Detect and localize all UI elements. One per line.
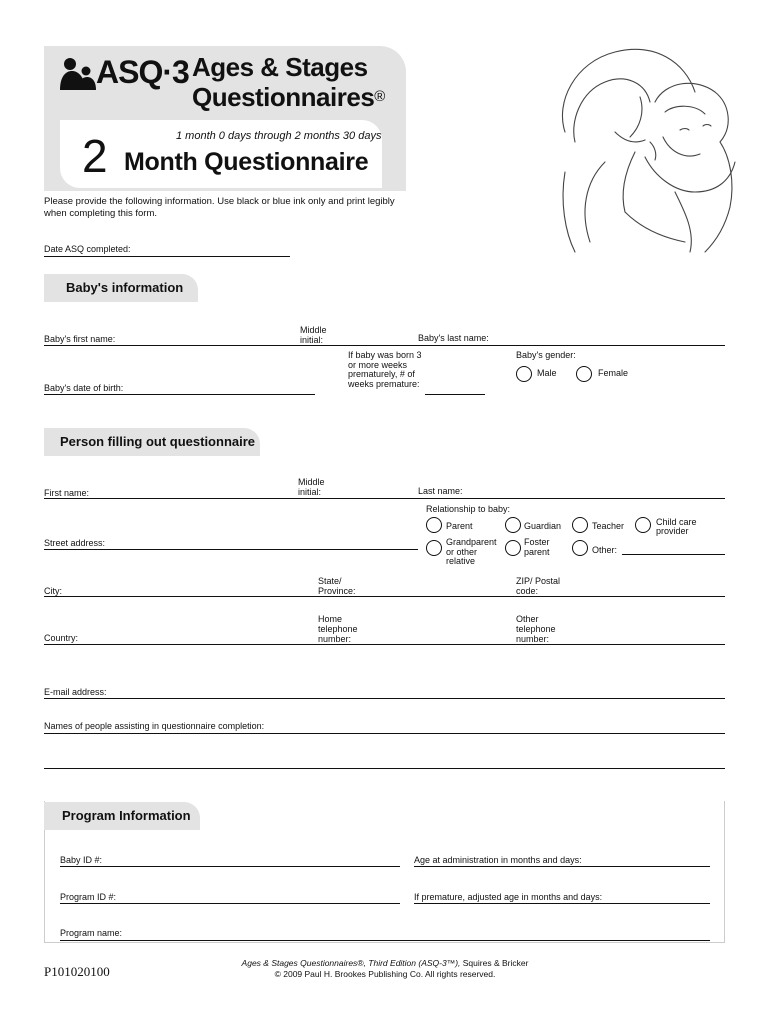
relationship-child-care-label: Child care provider <box>656 517 697 536</box>
relationship-foster-label: Foster parent <box>524 537 550 557</box>
baby-info-section-tab: Baby's information <box>44 274 198 302</box>
form-code: P101020100 <box>44 964 110 979</box>
relationship-parent-label: Parent <box>446 521 473 531</box>
footer-citation <box>190 958 580 980</box>
instructions-text: Please provide the following information. Use black or blue ink only and print legibly when completing this form. <box>44 196 395 219</box>
city-label: City: <box>44 586 62 596</box>
baby-dob-label: Baby's date of birth: <box>44 383 124 393</box>
program-name-field[interactable] <box>60 940 710 941</box>
logo-text: ASQ·3 <box>96 54 189 90</box>
parent-child-logo-icon <box>58 56 98 92</box>
street-address-field[interactable] <box>44 549 418 550</box>
program-section-tab: Program Information <box>44 802 200 830</box>
email-field[interactable] <box>44 698 725 699</box>
relationship-grandparent-radio[interactable] <box>426 540 442 556</box>
person-section-tab: Person filling out questionnaire <box>44 428 260 456</box>
age-range: 1 month 0 days through 2 months 30 days <box>176 130 382 142</box>
state-label: State/ Province: <box>318 576 356 596</box>
person-middle-initial-label: Middle initial: <box>298 477 325 497</box>
street-address-label: Street address: <box>44 538 106 548</box>
mother-baby-illustration-icon <box>545 42 745 262</box>
baby-id-label: Baby ID #: <box>60 855 103 865</box>
relationship-teacher-radio[interactable] <box>572 517 588 533</box>
assisting-field-1[interactable] <box>44 733 725 734</box>
relationship-child-care-radio[interactable] <box>635 517 651 533</box>
relationship-other-radio[interactable] <box>572 540 588 556</box>
program-id-label: Program ID #: <box>60 892 117 902</box>
copyright-line: © 2009 Paul H. Brookes Publishing Co. All rights reserved. <box>274 969 496 979</box>
title-line-2: Questionnaires® <box>192 82 385 112</box>
relationship-foster-radio[interactable] <box>505 540 521 556</box>
baby-middle-initial-label: Middle initial: <box>300 325 327 345</box>
country-phone-field[interactable] <box>44 644 725 645</box>
relationship-guardian-radio[interactable] <box>505 517 521 533</box>
country-label: Country: <box>44 633 79 643</box>
baby-gender-label: Baby's gender: <box>516 350 576 360</box>
gender-male-label: Male <box>537 368 557 378</box>
weeks-premature-field[interactable] <box>425 394 485 395</box>
relationship-other-field[interactable] <box>622 554 725 555</box>
person-name-field[interactable] <box>44 498 725 499</box>
questionnaire-title: Month Questionnaire <box>124 148 369 176</box>
gender-male-radio[interactable] <box>516 366 532 382</box>
relationship-label: Relationship to baby: <box>426 504 511 514</box>
program-id-field[interactable] <box>60 903 400 904</box>
relationship-other-label: Other: <box>592 545 618 555</box>
citation-line: Ages & Stages Questionnaires®, Third Edition (ASQ-3™), Squires & Bricker <box>241 958 529 968</box>
gender-female-radio[interactable] <box>576 366 592 382</box>
relationship-teacher-label: Teacher <box>592 521 625 531</box>
other-phone-label: Other telephone number: <box>516 614 556 644</box>
baby-id-field[interactable] <box>60 866 400 867</box>
home-phone-label: Home telephone number: <box>318 614 358 644</box>
asq3-logo <box>58 52 188 96</box>
app-title <box>192 52 385 112</box>
relationship-guardian-label: Guardian <box>524 521 562 531</box>
person-first-name-label: First name: <box>44 488 90 498</box>
assisting-field-2[interactable] <box>44 768 725 769</box>
baby-last-name-label: Baby's last name: <box>418 333 489 343</box>
adjusted-age-label: If premature, adjusted age in months and days: <box>414 892 603 902</box>
assisting-label: Names of people assisting in questionnaire completion: <box>44 721 265 731</box>
gender-female-label: Female <box>598 368 629 378</box>
baby-name-field[interactable] <box>44 345 725 346</box>
questionnaire-number: 2 <box>82 130 108 182</box>
age-admin-field[interactable] <box>414 866 710 867</box>
program-name-label: Program name: <box>60 928 123 938</box>
premature-label: If baby was born 3 or more weeks prematurely, # of weeks premature: <box>348 350 422 389</box>
relationship-parent-radio[interactable] <box>426 517 442 533</box>
baby-first-name-label: Baby's first name: <box>44 334 116 344</box>
zip-label: ZIP/ Postal code: <box>516 576 561 596</box>
age-admin-label: Age at administration in months and days: <box>414 855 582 865</box>
baby-dob-field[interactable] <box>44 394 315 395</box>
date-completed-field[interactable] <box>44 256 290 257</box>
adjusted-age-field[interactable] <box>414 903 710 904</box>
date-completed-label: Date ASQ completed: <box>44 244 131 254</box>
title-line-1: Ages & Stages <box>192 52 368 82</box>
city-state-zip-field[interactable] <box>44 596 725 597</box>
relationship-grandparent-label: Grandparent or other relative <box>446 537 497 566</box>
person-last-name-label: Last name: <box>418 486 463 496</box>
email-label: E-mail address: <box>44 687 107 697</box>
